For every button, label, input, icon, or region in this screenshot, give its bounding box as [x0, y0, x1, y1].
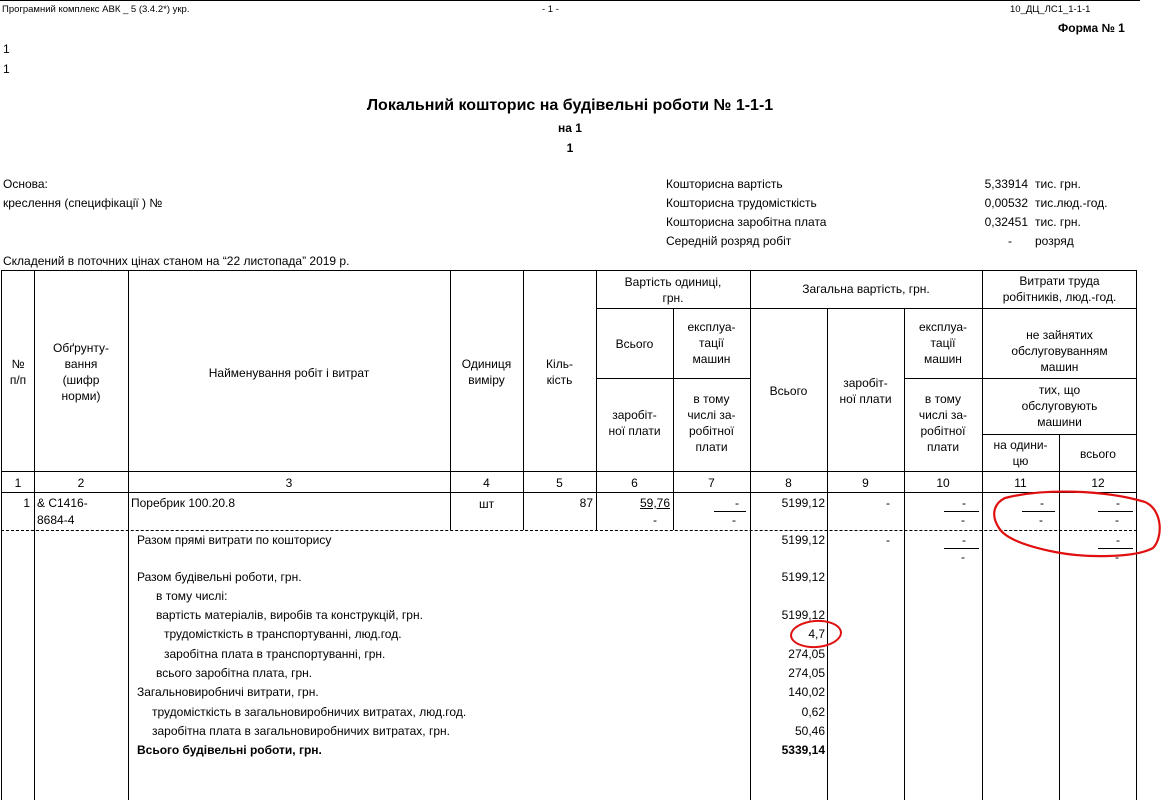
dash-mark: -	[1115, 513, 1119, 527]
summary-value: 0,32451	[984, 215, 1028, 229]
row-total: 5199,12	[781, 496, 825, 510]
header-name: Найменування робіт і витрат	[208, 366, 370, 380]
summary-value: 5,33914	[984, 177, 1028, 191]
row-qty: 87	[579, 496, 593, 510]
document-title: Локальний кошторис на будівельні роботи № 1-1-1	[366, 97, 774, 114]
col-number: 6	[631, 476, 638, 490]
dash-mark: -	[962, 533, 966, 547]
dash-mark: -	[732, 513, 736, 527]
header-line-2: 1	[3, 62, 10, 76]
dash-mark: -	[886, 496, 890, 510]
row-unit-price: 59,76	[639, 496, 670, 510]
dash-mark: -	[886, 533, 890, 547]
table-header-bottom	[1, 471, 1137, 472]
col-number: 9	[862, 476, 869, 490]
summary-unit: тис.люд.-год.	[1035, 196, 1108, 210]
header-unit-cost: Вартість одиниці, грн.	[624, 275, 722, 305]
overhead-labour-value: 0,62	[801, 705, 825, 719]
summary-value: 0,00532	[984, 196, 1028, 210]
dash-mark: -	[735, 496, 739, 510]
direct-costs-value: 5199,12	[781, 533, 825, 547]
header-unit-machines: експлуа- тації машин	[687, 320, 736, 366]
grand-total-label: Всього будівельні роботи, грн.	[137, 743, 322, 757]
header-no: № п/п	[9, 357, 27, 387]
materials-label: вартість матеріалів, виробів та конструкцій, грн.	[156, 608, 423, 622]
transport-wages-label: заробітна плата в транспортуванні, грн.	[164, 647, 386, 661]
col-line	[1, 270, 2, 800]
row-code-1: & С1416-	[37, 496, 88, 510]
including-label: в тому числі:	[156, 589, 228, 603]
header-not-machines: не зайнятих обслуговуванням машин	[1011, 328, 1108, 374]
dash-mark: -	[1116, 533, 1120, 547]
dash-mark: -	[1039, 513, 1043, 527]
page-number: - 1 -	[542, 4, 559, 15]
col-number: 7	[708, 476, 715, 490]
summary-label: Кошторисна трудомісткість	[666, 196, 817, 210]
overhead-wages-label: заробітна плата в загальновиробничих витратах, грн.	[152, 724, 450, 738]
overhead-value: 140,02	[788, 685, 825, 699]
header-total-cost: Загальна вартість, грн.	[802, 282, 930, 296]
row-unit: шт	[478, 497, 495, 511]
dash-mark: -	[961, 550, 965, 564]
table-border-top	[1, 270, 1137, 271]
overhead-labour-label: трудомісткість в загальновиробничих витратах, люд.год.	[152, 705, 467, 719]
drawings-label: креслення (специфікації ) №	[3, 196, 163, 210]
overhead-wages-value: 50,46	[794, 724, 825, 738]
summary-label: Середній розряд робіт	[666, 234, 792, 248]
header-unit: Одиниця виміру	[461, 357, 512, 387]
col-number: 8	[785, 476, 792, 490]
header-total-all: Всього	[769, 384, 808, 398]
col-number: 2	[77, 476, 85, 490]
summary-label: Кошторисна вартість	[666, 177, 783, 191]
row-name: Поребрик 100.20.8	[131, 496, 236, 510]
construction-label: Разом будівельні роботи, грн.	[137, 570, 302, 584]
underline-mark	[944, 511, 979, 512]
dash-mark: -	[653, 513, 657, 527]
grand-total-value: 5339,14	[781, 743, 825, 757]
form-number: Форма № 1	[1058, 21, 1125, 35]
header-total-wages: заробіт- ної плати	[839, 376, 892, 406]
header-unit-all: Всього	[615, 337, 654, 351]
summary-unit: тис. грн.	[1035, 177, 1081, 191]
header-line-1: 1	[3, 42, 10, 56]
basis-label: Основа:	[3, 177, 48, 191]
title-sub-1: на 1	[558, 121, 582, 135]
summary-unit: розряд	[1035, 234, 1074, 248]
program-name: Програмний комплекс АВК _ 5 (3.4.2*) укр.	[2, 4, 190, 15]
column-numbers-bottom	[1, 492, 1137, 493]
col-number: 4	[483, 476, 490, 490]
header-total-labour: всього	[1080, 447, 1116, 461]
header-unit-incl-wages: в тому числі за- робітної плати	[687, 392, 736, 454]
direct-costs-label: Разом прямі витрати по кошторису	[137, 533, 332, 547]
dash-mark: -	[1116, 496, 1120, 510]
col-number: 5	[556, 476, 563, 490]
dash-mark: -	[1040, 496, 1044, 510]
all-wages-label: всього заробітна плата, грн.	[156, 666, 313, 680]
materials-value: 5199,12	[781, 608, 825, 622]
dash-mark: -	[962, 496, 966, 510]
header-per-unit: на одини- цю	[993, 438, 1048, 468]
row-separator	[1, 530, 1137, 531]
header-labour: Витрати труда робітників, люд.-год.	[1002, 274, 1117, 304]
header-rule	[596, 308, 1137, 309]
col-number: 12	[1091, 476, 1105, 490]
row-code-2: 8684-4	[37, 513, 75, 527]
header-machines-serv: тих, що обслуговують машини	[1021, 383, 1098, 429]
underline-mark	[944, 548, 979, 549]
transport-labour-label: трудомісткість в транспортуванні, люд.год.	[164, 627, 402, 641]
row-number: 1	[23, 496, 30, 510]
title-sub-2: 1	[566, 141, 574, 155]
header-qty: Кіль- кість	[546, 357, 573, 387]
overhead-label: Загальновиробничі витрати, грн.	[137, 685, 319, 699]
construction-value: 5199,12	[781, 570, 825, 584]
header-unit-wages: заробіт- ної плати	[608, 408, 661, 438]
all-wages-value: 274,05	[788, 666, 825, 680]
summary-value: -	[1008, 234, 1012, 248]
summary-unit: тис. грн.	[1035, 215, 1081, 229]
dash-mark: -	[961, 513, 965, 527]
col-line	[523, 270, 524, 530]
col-line	[450, 270, 451, 530]
transport-labour-value: 4,7	[808, 627, 825, 641]
compiled-date: Складений в поточних цінах станом на “22 листопада” 2019 р.	[3, 254, 350, 268]
document-code: 10_ДЦ_ЛС1_1-1-1	[1010, 4, 1091, 15]
header-total-incl-wages: в тому числі за- робітної плати	[918, 392, 968, 454]
col-number: 3	[285, 476, 293, 490]
col-line	[128, 270, 129, 800]
col-number: 1	[14, 476, 22, 490]
top-rule	[0, 0, 1140, 1]
red-annotation-loop	[985, 488, 1163, 566]
col-number: 11	[1014, 476, 1027, 490]
header-rule	[904, 378, 1137, 379]
header-basis: Обґрунту- вання (шифр норми)	[53, 341, 109, 403]
header-total-machines: експлуа- тації машин	[918, 320, 968, 366]
red-annotation-circle	[789, 618, 843, 650]
transport-wages-value: 274,05	[788, 647, 825, 661]
col-line	[596, 270, 597, 530]
col-number: 10	[936, 476, 950, 490]
dash-mark: -	[1115, 550, 1119, 564]
underline-mark	[714, 511, 746, 512]
summary-label: Кошторисна заробітна плата	[666, 215, 827, 229]
